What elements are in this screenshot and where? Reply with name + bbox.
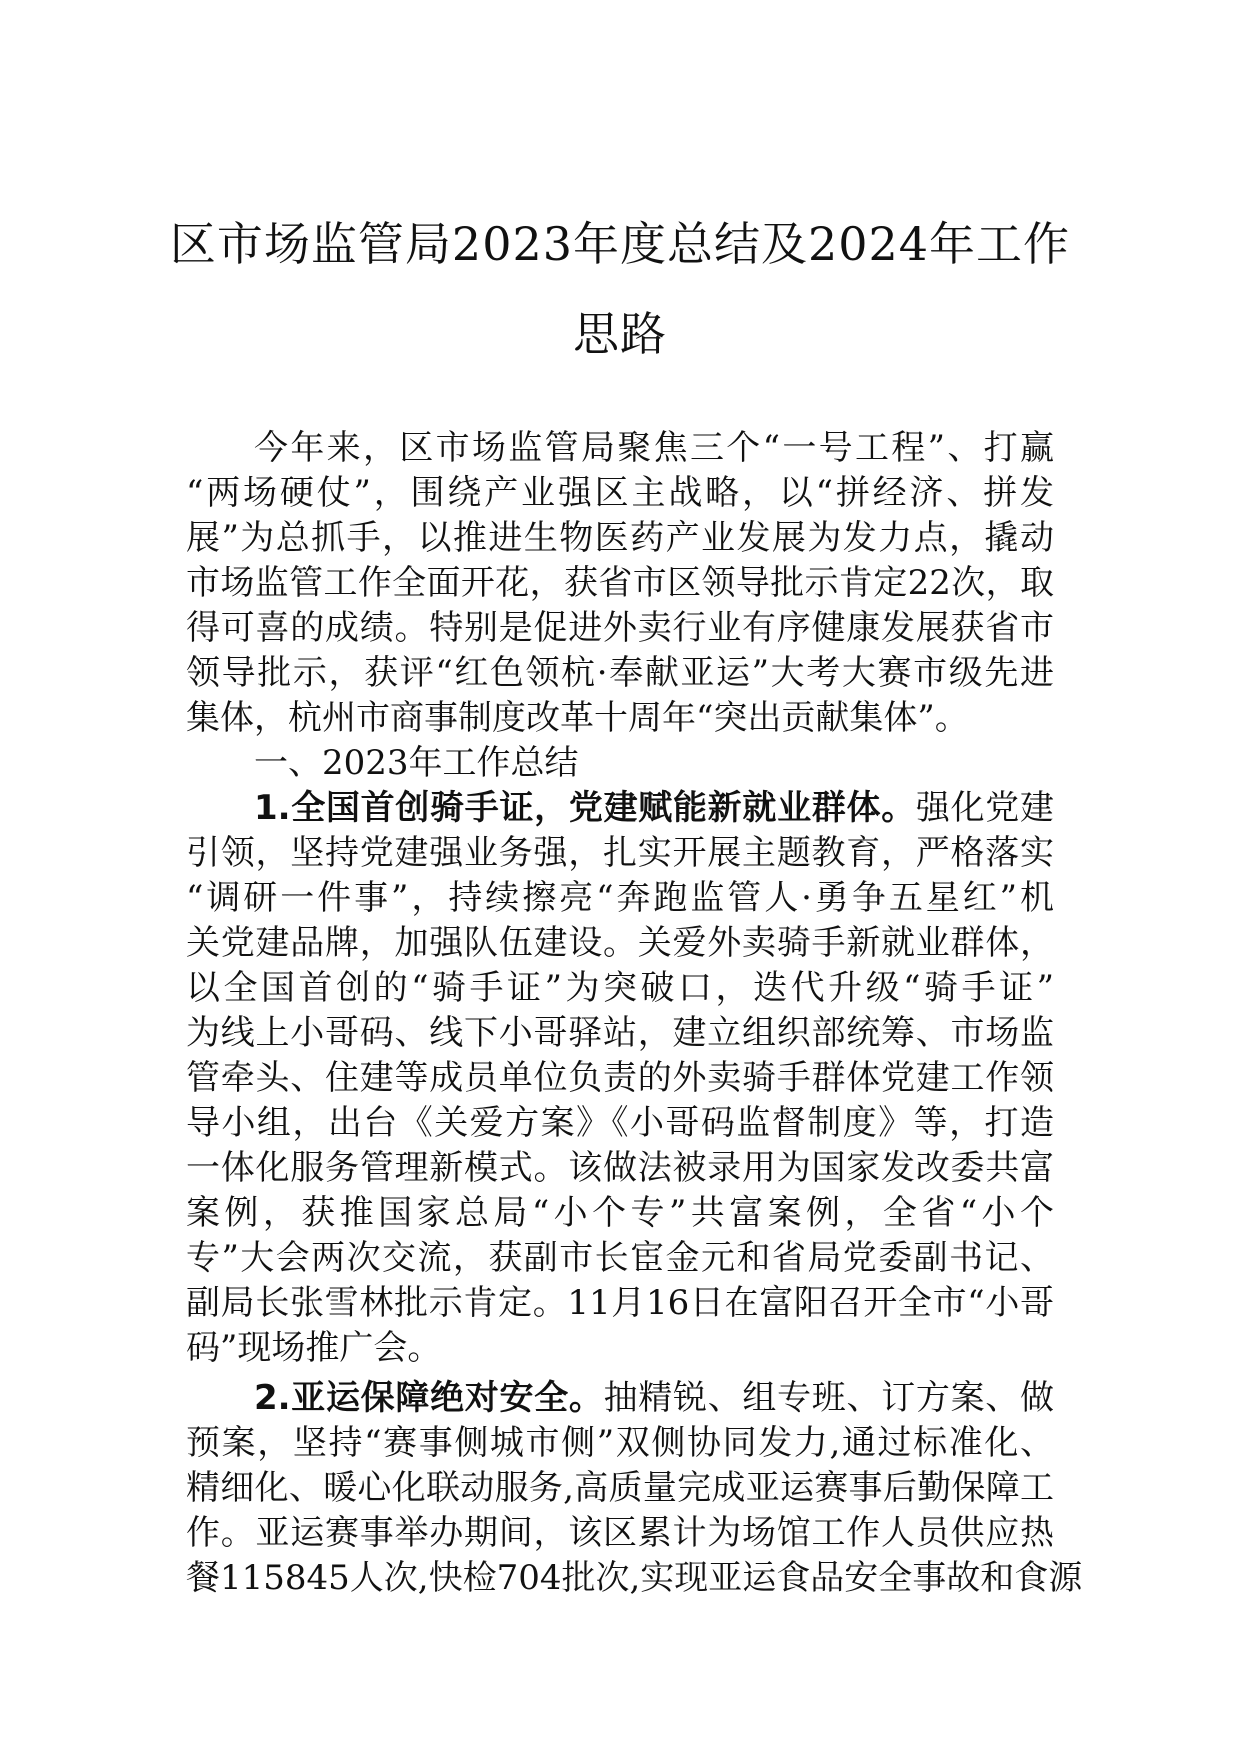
document-title-line-2: 思路 [573,307,667,361]
section-heading: 一、2023年工作总结 [254,743,579,783]
item-2-paragraph [186,1376,1083,1601]
item-1-line: 导小组，出台《关爱方案》《小哥码监督制度》等，打造 [186,1103,1054,1143]
intro-line: “两场硬仗”，围绕产业强区主战略，以“拼经济、拼发 [186,473,1054,513]
item-1-heading: 1.全国首创骑手证，党建赋能新就业群体。 [254,788,916,828]
intro-line: 集体，杭州市商事制度改革十周年“突出贡献集体”。 [186,698,969,738]
item-1-line: 一体化服务管理新模式。该做法被录用为国家发改委共富 [186,1148,1054,1188]
item-1-line: “调研一件事”，持续擦亮“奔跑监管人·勇争五星红”机 [186,878,1054,918]
item-2-line: 预案，坚持“赛事侧城市侧”双侧协同发力,通过标准化、 [186,1423,1054,1463]
intro-line: 展”为总抓手，以推进生物医药产业发展为发力点，撬动 [186,518,1054,558]
item-1-line: 管牵头、住建等成员单位负责的外卖骑手群体党建工作领 [186,1058,1054,1098]
item-1-line: 关党建品牌，加强队伍建设。关爱外卖骑手新就业群体， [186,923,1054,963]
item-1-line: 引领，坚持党建强业务强，扎实开展主题教育，严格落实 [186,833,1054,873]
intro-paragraph [186,426,1054,741]
item-2-heading: 2.亚运保障绝对安全。 [254,1378,604,1418]
item-1-paragraph [186,786,1054,1371]
item-2-first-line [186,1376,1054,1421]
item-1-line: 案例，获推国家总局“小个专”共富案例，全省“小个 [186,1193,1054,1233]
intro-line: 得可喜的成绩。特别是促进外卖行业有序健康发展获省市 [186,608,1054,648]
item-1-line: 码”现场推广会。 [186,1328,442,1368]
intro-line: 领导批示，获评“红色领杭·奉献亚运”大考大赛市级先进 [186,653,1054,693]
item-2-line: 餐115845人次,快检704批次,实现亚运食品安全事故和食源 [186,1558,1083,1598]
item-1-first-line-text: 强化党建 [915,788,1054,828]
document-body [186,426,1083,1601]
item-1-line: 以全国首创的“骑手证”为突破口，迭代升级“骑手证” [186,968,1054,1008]
document-title-line-1: 区市场监管局2023年度总结及2024年工作 [169,217,1071,271]
item-2-line: 精细化、暖心化联动服务,高质量完成亚运赛事后勤保障工 [186,1468,1054,1508]
item-1-line: 为线上小哥码、线下小哥驿站，建立组织部统筹、市场监 [186,1013,1054,1053]
item-1-line: 专”大会两次交流，获副市长宦金元和省局党委副书记、 [186,1238,1054,1278]
item-1-line: 副局长张雪林批示肯定。11月16日在富阳召开全市“小哥 [186,1283,1054,1323]
intro-line: 市场监管工作全面开花，获省市区领导批示肯定22次，取 [186,563,1054,603]
intro-line: 今年来，区市场监管局聚焦三个“一号工程”、打赢 [254,428,1054,468]
item-1-first-line [186,786,1054,831]
item-2-line: 作。亚运赛事举办期间，该区累计为场馆工作人员供应热 [186,1513,1054,1553]
item-2-first-line-text: 抽精锐、组专班、订方案、做 [603,1378,1055,1418]
